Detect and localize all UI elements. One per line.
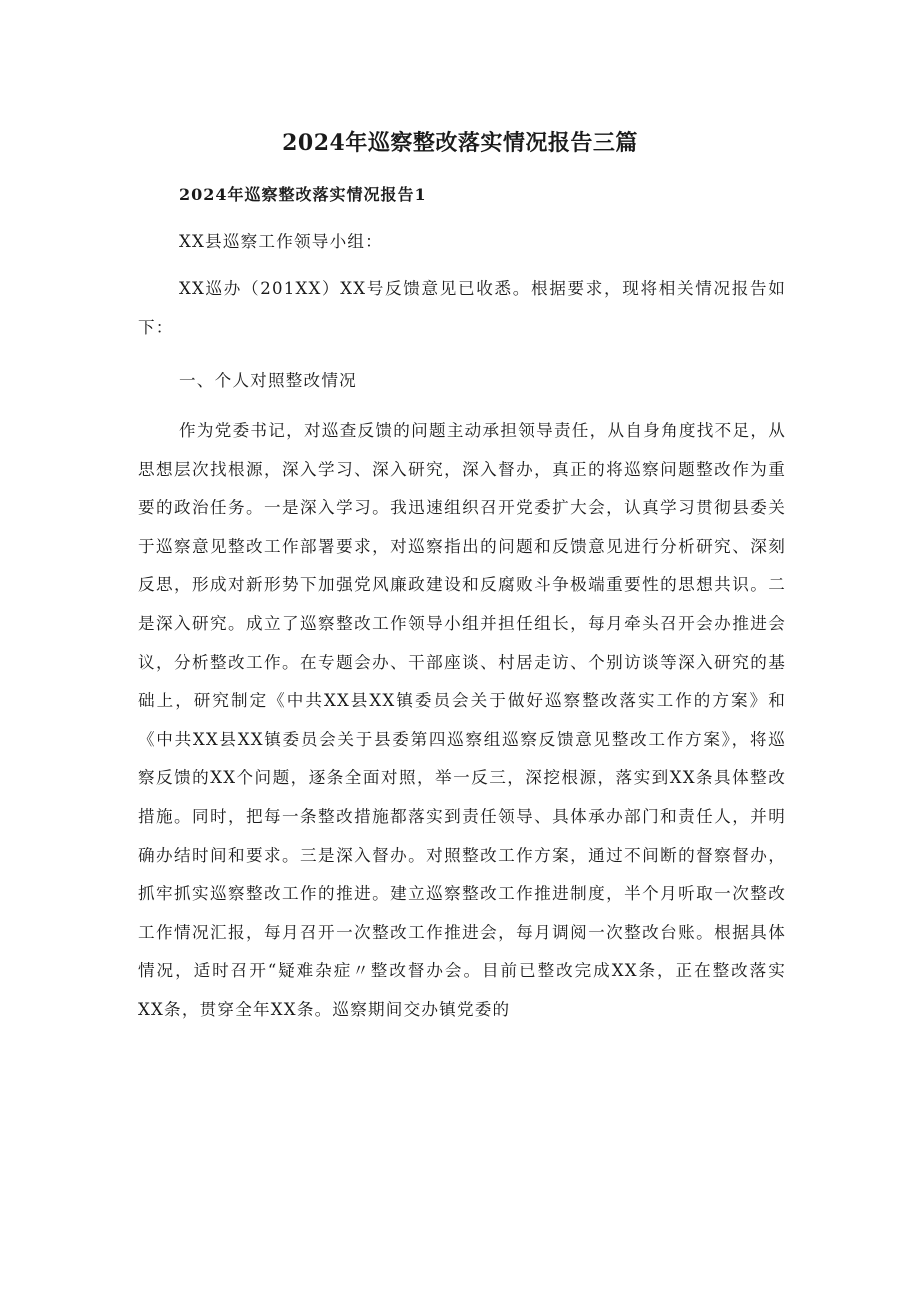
body-paragraph: 作为党委书记，对巡查反馈的问题主动承担领导责任，从自身角度找不足，从思想层次找根源，深入学习、深入研究，深入督办，真正的将巡察问题整改作为重要的政治任务。一是深入学习。我迅速组织召开党委扩大会，认真学习贯彻县委关于巡察意见整改工作部署要求，对巡察指出的问题和反馈意见进行分析研究、深刻反思，形成对新形势下加强党风廉政建设和反腐败斗争极端重要性的思想共识。二是深入研究。成立了巡察整改工作领导小组并担任组长，每月牵头召开会办推进会议，分析整改工作。在专题会办、干部座谈、村居走访、个别访谈等深入研究的基础上，研究制定《中共XX县XX镇委员会关于做好巡察整改落实工作的方案》和《中共XX县XX镇委员会关于县委第四巡察组巡察反馈意见整改工作方案》，将巡察反馈的XX个问题，逐条全面对照，举一反三，深挖根源，落实到XX条具体整改措施。同时，把每一条整改措施都落实到责任领导、具体承办部门和责任人，并明确办结时间和要求。三是深入督办。对照整改工作方案，通过不间断的督察督办，抓牢抓实巡察整改工作的推进。建立巡察整改工作推进制度，半个月听取一次整改工作情况汇报，每月召开一次整改工作推进会，每月调阅一次整改台账。根据具体情况，适时召开“疑难杂症〃整改督办会。目前已整改完成XX条，正在整改落实XX条，贯穿全年XX条。巡察期间交办镇党委的 <box>138 421 786 1019</box>
section-heading: 一、个人对照整改情况 <box>179 371 357 390</box>
intro-paragraph: XX巡办（201XX）XX号反馈意见已收悉。根据要求，现将相关情况报告如下： <box>138 279 786 337</box>
document-title: 2024年巡察整改落实情况报告三篇 <box>282 130 638 156</box>
report-subtitle: 2024年巡察整改落实情况报告1 <box>179 185 427 204</box>
salutation-paragraph: XX县巡察工作领导小组： <box>179 232 383 251</box>
